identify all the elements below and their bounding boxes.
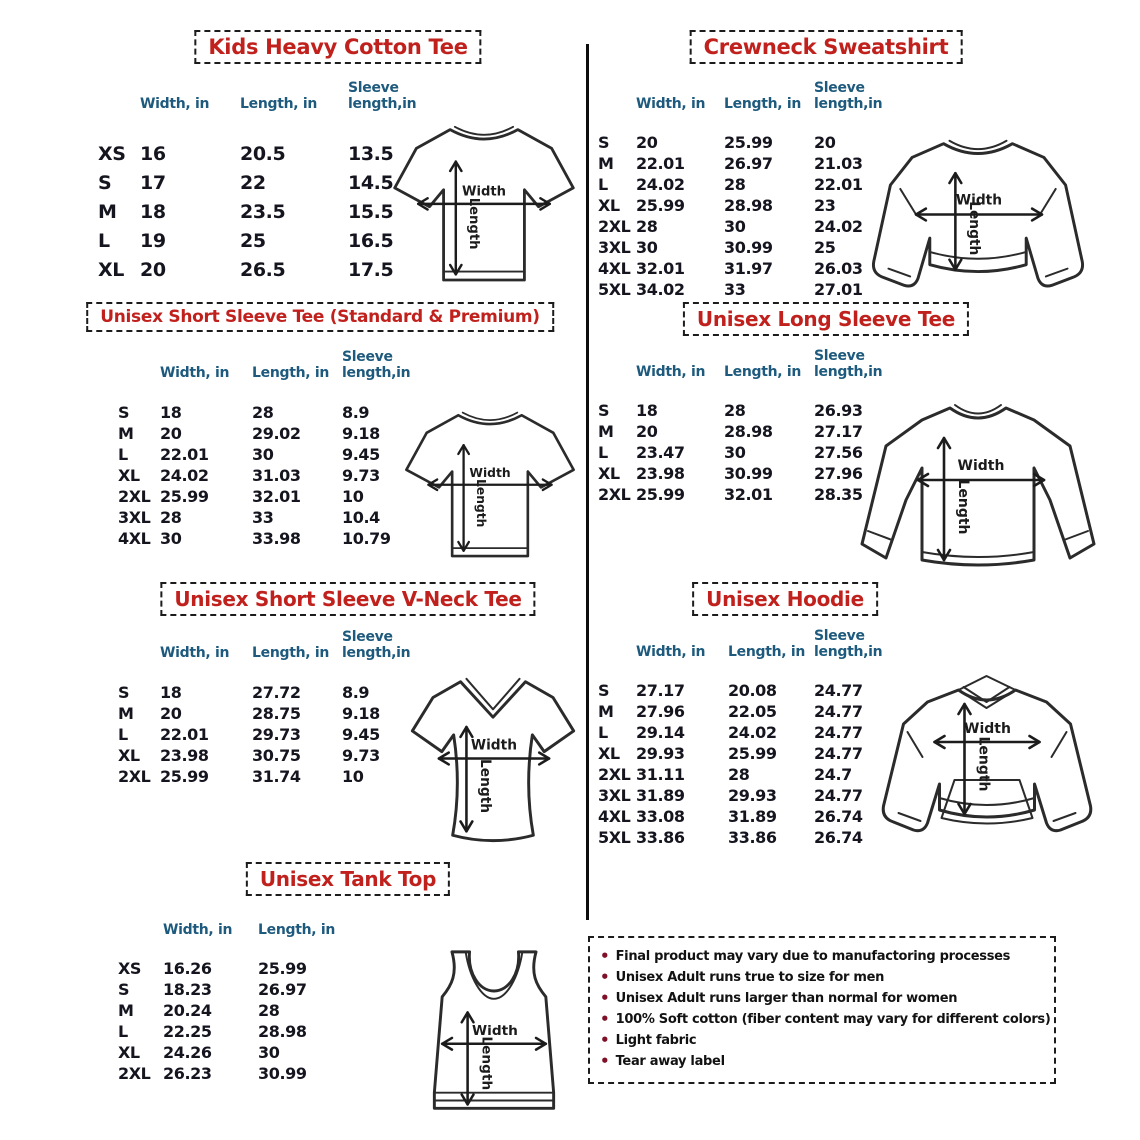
size-label: 2XL (118, 487, 151, 506)
column-header: Width, in (160, 365, 230, 381)
section-title-unisex-hoodie: Unisex Hoodie (692, 582, 878, 616)
size-value: 9.45 (342, 445, 380, 464)
size-value: 30.99 (724, 238, 773, 257)
size-value: 8.9 (342, 403, 370, 422)
section-title-kids-heavy-cotton-tee: Kids Heavy Cotton Tee (194, 30, 481, 64)
size-value: 25.99 (160, 767, 209, 786)
column-header: Length, in (728, 644, 806, 660)
size-label: 2XL (598, 485, 631, 504)
size-value: 25.99 (728, 744, 777, 763)
size-value: 29.93 (636, 744, 685, 763)
size-value: 33.08 (636, 807, 685, 826)
size-value: 27.01 (814, 280, 863, 299)
svg-text:Width: Width (470, 737, 518, 754)
size-value: 27.17 (636, 681, 685, 700)
column-header-spacer (118, 938, 163, 958)
svg-text:Width: Width (461, 184, 507, 200)
svg-text:Width: Width (964, 721, 1011, 737)
size-value: 24.77 (814, 786, 863, 805)
bullet-icon: • (600, 1031, 610, 1049)
column-header: Length, in (252, 645, 330, 661)
sweatshirt-illustration (864, 124, 1092, 306)
size-value: 28 (724, 401, 746, 420)
svg-text:Length: Length (473, 479, 488, 528)
column-header-spacer (598, 380, 636, 400)
size-value: 26.74 (814, 828, 863, 847)
size-label: XL (98, 259, 124, 281)
bullet-icon: • (600, 989, 610, 1007)
size-value: 33.86 (728, 828, 777, 847)
size-value: 25.99 (724, 133, 773, 152)
size-value: 25.99 (636, 485, 685, 504)
size-value: 16 (140, 143, 166, 165)
size-value: 21.03 (814, 154, 863, 173)
size-value: 30 (724, 217, 746, 236)
size-value: 9.45 (342, 725, 380, 744)
v-neck-tee-illustration (398, 668, 588, 850)
size-value: 9.73 (342, 466, 380, 485)
hoodie-illustration (874, 662, 1100, 862)
size-label: M (118, 1001, 134, 1020)
size-value: 23.47 (636, 443, 685, 462)
size-value: 27.96 (814, 464, 863, 483)
size-label: M (118, 424, 134, 443)
size-value: 31.89 (636, 786, 685, 805)
column-header: Sleeve length,in (814, 628, 883, 660)
size-value: 28 (160, 508, 182, 527)
svg-text:Length: Length (966, 201, 983, 256)
size-value: 32.01 (252, 487, 301, 506)
size-label: L (118, 1022, 128, 1041)
size-label: S (98, 172, 112, 194)
size-value: 23 (814, 196, 836, 215)
size-value: 24.77 (814, 702, 863, 721)
svg-text:Width: Width (955, 192, 1003, 209)
size-label: 5XL (598, 280, 631, 299)
size-value: 20.5 (240, 143, 286, 165)
size-value: 9.18 (342, 704, 380, 723)
size-value: 25.99 (636, 196, 685, 215)
size-label: 3XL (598, 786, 631, 805)
size-value: 20 (160, 424, 182, 443)
note-text: Unisex Adult runs true to size for men (615, 970, 885, 985)
size-value: 31.89 (728, 807, 777, 826)
long-sleeve-tee-illustration (858, 392, 1098, 582)
size-label: L (598, 723, 608, 742)
svg-text:Width: Width (957, 458, 1005, 474)
size-value: 18 (140, 201, 166, 223)
size-label: L (118, 445, 128, 464)
size-value: 20.08 (728, 681, 777, 700)
size-value: 28 (636, 217, 658, 236)
size-value: 18 (636, 401, 658, 420)
column-header: Length, in (724, 364, 802, 380)
bullet-icon: • (600, 1052, 610, 1070)
column-header: Sleeve length,in (342, 629, 411, 661)
size-label: XL (598, 744, 620, 763)
svg-text:Length: Length (955, 479, 971, 535)
size-value: 26.93 (814, 401, 863, 420)
size-value: 20 (814, 133, 836, 152)
size-label: 4XL (118, 529, 151, 548)
note-item (600, 1051, 1044, 1072)
size-value: 25.99 (160, 487, 209, 506)
size-value: 24.02 (814, 217, 863, 236)
size-value: 17 (140, 172, 166, 194)
tank-top-illustration (420, 946, 568, 1122)
column-header: Length, in (240, 96, 318, 112)
note-text: 100% Soft cotton (fiber content may vary for different colors) (615, 1012, 1051, 1027)
size-label: 2XL (118, 1064, 151, 1083)
size-label: S (118, 683, 130, 702)
column-header-spacer (118, 381, 160, 402)
note-item (600, 1009, 1051, 1030)
size-table-unisex-v-neck-tee (118, 629, 417, 787)
size-label: M (98, 201, 117, 223)
size-value: 18 (160, 683, 182, 702)
size-label: XS (98, 143, 126, 165)
size-label: L (598, 443, 608, 462)
size-value: 26.5 (240, 259, 286, 281)
size-value: 18.23 (163, 980, 212, 999)
size-label: XL (598, 464, 620, 483)
size-value: 20 (160, 704, 182, 723)
size-label: S (118, 980, 130, 999)
size-value: 24.7 (814, 765, 852, 784)
size-value: 30.99 (724, 464, 773, 483)
size-table-unisex-short-sleeve-tee (118, 349, 417, 549)
size-value: 22 (240, 172, 266, 194)
column-header: Width, in (140, 96, 210, 112)
column-header-spacer (118, 661, 160, 682)
size-label: 2XL (598, 765, 631, 784)
size-label: S (598, 681, 610, 700)
column-divider (586, 44, 589, 920)
note-text: Light fabric (615, 1033, 697, 1048)
size-value: 18 (160, 403, 182, 422)
column-header: Sleeve length,in (348, 80, 417, 112)
size-value: 15.5 (348, 201, 394, 223)
size-value: 10 (342, 767, 364, 786)
size-value: 26.97 (724, 154, 773, 173)
section-title-unisex-long-sleeve-tee: Unisex Long Sleeve Tee (683, 302, 969, 336)
size-table-unisex-long-sleeve-tee (598, 348, 894, 505)
column-header: Sleeve length,in (814, 348, 883, 380)
note-text: Unisex Adult runs larger than normal for women (615, 991, 958, 1006)
section-title-crewneck-sweatshirt: Crewneck Sweatshirt (690, 30, 963, 64)
size-value: 33.98 (252, 529, 301, 548)
size-label: 3XL (118, 508, 151, 527)
size-label: 3XL (598, 238, 631, 257)
size-value: 10 (342, 487, 364, 506)
note-item (600, 988, 1044, 1009)
size-label: XL (118, 1043, 140, 1062)
size-value: 9.18 (342, 424, 380, 443)
size-table-kids-heavy-cotton-tee (98, 80, 428, 285)
size-value: 16.26 (163, 959, 212, 978)
size-value: 9.73 (342, 746, 380, 765)
size-value: 31.97 (724, 259, 773, 278)
size-value: 28 (252, 403, 274, 422)
size-value: 26.74 (814, 807, 863, 826)
size-value: 14.5 (348, 172, 394, 194)
size-value: 24.26 (163, 1043, 212, 1062)
size-value: 27.56 (814, 443, 863, 462)
size-value: 22.05 (728, 702, 777, 721)
section-title-unisex-tank-top: Unisex Tank Top (246, 862, 450, 896)
size-value: 28 (728, 765, 750, 784)
size-value: 27.72 (252, 683, 301, 702)
size-label: 2XL (598, 217, 631, 236)
size-value: 26.23 (163, 1064, 212, 1083)
size-value: 23.98 (636, 464, 685, 483)
size-label: XL (118, 746, 140, 765)
size-value: 28 (724, 175, 746, 194)
size-value: 26.03 (814, 259, 863, 278)
column-header: Width, in (636, 364, 706, 380)
bullet-icon: • (600, 947, 610, 965)
size-value: 24.77 (814, 681, 863, 700)
size-value: 24.02 (728, 723, 777, 742)
column-header: Length, in (252, 365, 330, 381)
size-value: 32.01 (724, 485, 773, 504)
size-value: 23.5 (240, 201, 286, 223)
size-label: XL (118, 466, 140, 485)
size-value: 22.25 (163, 1022, 212, 1041)
size-value: 10.4 (342, 508, 380, 527)
column-header: Sleeve length,in (814, 80, 883, 112)
size-value: 22.01 (160, 445, 209, 464)
note-item (600, 1030, 1044, 1051)
size-value: 31.11 (636, 765, 685, 784)
size-value: 30.75 (252, 746, 301, 765)
size-value: 27.96 (636, 702, 685, 721)
notes-list (600, 946, 1051, 1072)
size-value: 30 (252, 445, 274, 464)
size-value: 30 (724, 443, 746, 462)
size-table-unisex-hoodie (598, 628, 894, 848)
svg-text:Length: Length (465, 197, 481, 250)
size-value: 8.9 (342, 683, 370, 702)
size-value: 20 (636, 133, 658, 152)
size-value: 20 (140, 259, 166, 281)
section-title-unisex-short-sleeve-tee: Unisex Short Sleeve Tee (Standard & Premium) (86, 302, 554, 332)
size-label: M (598, 422, 614, 441)
column-header: Length, in (724, 96, 802, 112)
size-value: 28.98 (724, 422, 773, 441)
size-table-unisex-tank-top (118, 910, 348, 1084)
size-value: 27.17 (814, 422, 863, 441)
size-value: 33.86 (636, 828, 685, 847)
size-value: 29.14 (636, 723, 685, 742)
size-value: 30.99 (258, 1064, 307, 1083)
notes-box (588, 936, 1056, 1084)
note-text: Tear away label (615, 1054, 725, 1069)
column-header: Width, in (160, 645, 230, 661)
size-label: 5XL (598, 828, 631, 847)
column-header: Sleeve length,in (342, 349, 411, 381)
size-label: M (598, 702, 614, 721)
size-value: 20.24 (163, 1001, 212, 1020)
size-value: 26.97 (258, 980, 307, 999)
size-label: M (118, 704, 134, 723)
column-header: Width, in (163, 922, 233, 938)
size-value: 24.77 (814, 744, 863, 763)
size-label: XS (118, 959, 142, 978)
size-label: 4XL (598, 259, 631, 278)
size-value: 32.01 (636, 259, 685, 278)
column-header-spacer (598, 660, 636, 680)
size-value: 28.75 (252, 704, 301, 723)
size-value: 30 (258, 1043, 280, 1062)
size-label: 4XL (598, 807, 631, 826)
size-value: 28 (258, 1001, 280, 1020)
size-value: 33 (724, 280, 746, 299)
svg-text:Width: Width (472, 1022, 518, 1039)
column-header-spacer (98, 112, 140, 140)
size-value: 23.98 (160, 746, 209, 765)
size-value: 30 (636, 238, 658, 257)
size-label: 2XL (118, 767, 151, 786)
size-value: 25 (240, 230, 266, 252)
size-value: 19 (140, 230, 166, 252)
size-value: 22.01 (814, 175, 863, 194)
column-header: Width, in (636, 644, 706, 660)
size-value: 25 (814, 238, 836, 257)
size-value: 28.98 (258, 1022, 307, 1041)
size-label: L (98, 230, 110, 252)
svg-text:Length: Length (477, 758, 494, 814)
size-value: 31.03 (252, 466, 301, 485)
tshirt-illustration (402, 398, 578, 568)
size-value: 25.99 (258, 959, 307, 978)
size-label: S (598, 133, 610, 152)
size-value: 17.5 (348, 259, 394, 281)
svg-text:Length: Length (478, 1036, 495, 1091)
size-value: 28.98 (724, 196, 773, 215)
size-value: 28.35 (814, 485, 863, 504)
size-value: 24.02 (160, 466, 209, 485)
size-value: 20 (636, 422, 658, 441)
size-value: 30 (160, 529, 182, 548)
bullet-icon: • (600, 1010, 610, 1028)
size-value: 29.93 (728, 786, 777, 805)
bullet-icon: • (600, 968, 610, 986)
size-value: 24.77 (814, 723, 863, 742)
column-header: Width, in (636, 96, 706, 112)
size-value: 16.5 (348, 230, 394, 252)
note-item (600, 946, 1044, 967)
size-value: 22.01 (160, 725, 209, 744)
section-title-unisex-v-neck-tee: Unisex Short Sleeve V-Neck Tee (160, 582, 535, 616)
size-value: 24.02 (636, 175, 685, 194)
size-value: 33 (252, 508, 274, 527)
note-item (600, 967, 1044, 988)
size-value: 29.02 (252, 424, 301, 443)
size-label: XL (598, 196, 620, 215)
size-table-crewneck-sweatshirt (598, 80, 894, 300)
svg-text:Length: Length (975, 736, 992, 792)
column-header-spacer (598, 112, 636, 132)
note-text: Final product may vary due to manufactoring processes (615, 949, 1011, 964)
size-label: S (118, 403, 130, 422)
svg-text:Width: Width (469, 465, 511, 480)
size-value: 29.73 (252, 725, 301, 744)
column-header: Length, in (258, 922, 336, 938)
size-value: 10.79 (342, 529, 391, 548)
size-label: S (598, 401, 610, 420)
size-value: 13.5 (348, 143, 394, 165)
size-value: 31.74 (252, 767, 301, 786)
size-label: L (118, 725, 128, 744)
size-label: L (598, 175, 608, 194)
tshirt-illustration (390, 112, 578, 292)
size-value: 34.02 (636, 280, 685, 299)
size-label: M (598, 154, 614, 173)
size-value: 22.01 (636, 154, 685, 173)
